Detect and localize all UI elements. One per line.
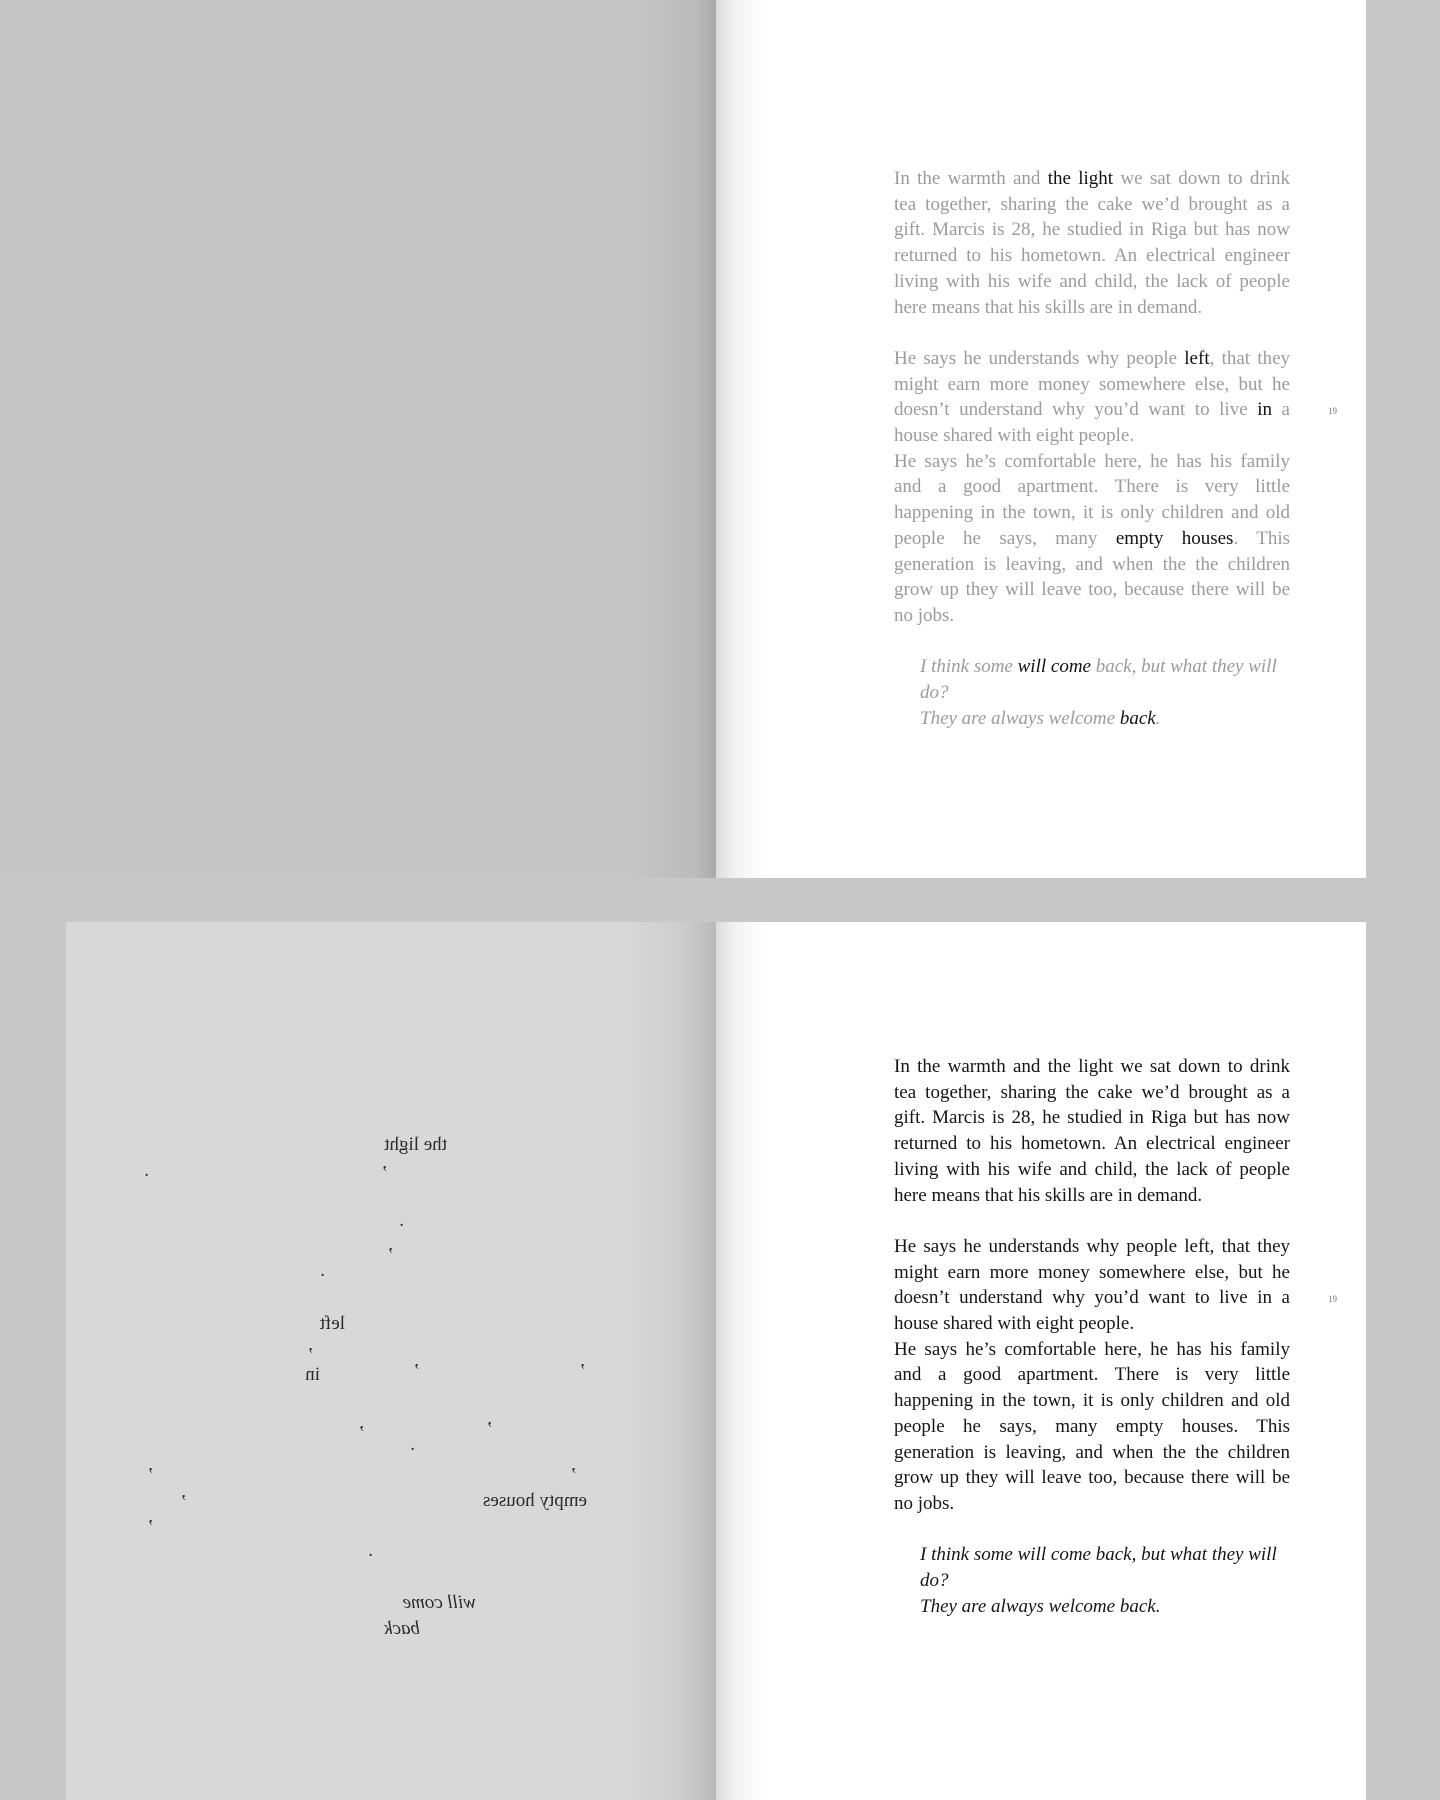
paragraph-2 (894, 1234, 1290, 1337)
page-number: 19 (1328, 406, 1337, 416)
mirror-period: . (399, 1210, 404, 1231)
highlight-back: back (1119, 707, 1156, 729)
text-run: empty houses (1115, 1415, 1234, 1437)
page-number: 19 (1328, 1294, 1337, 1304)
mirror-left: left (319, 1313, 345, 1334)
text-run: He says he understands why people (894, 1235, 1185, 1257)
mirror-comma: , (414, 1350, 419, 1371)
text-run: . (1155, 1595, 1161, 1617)
text-run: . (1155, 707, 1161, 729)
mirror-comma: , (580, 1350, 585, 1371)
text-run: I think some (920, 656, 1018, 678)
text-run: . This generation is leaving, and when the the children grow up they will leave too, because there will be no jobs. (894, 527, 1291, 626)
quote (894, 1542, 1290, 1619)
highlight-left: left (1184, 347, 1210, 369)
text-run: a house shared with eight people. (894, 399, 1290, 447)
text-run: will come (1017, 1544, 1091, 1566)
mirrored-fragments (66, 922, 716, 1800)
highlight-empty-houses: empty houses (1115, 527, 1234, 549)
mirror-comma: , (388, 1234, 393, 1255)
mirror-comma: , (487, 1408, 492, 1429)
text-run: . This generation is leaving, and when the the children grow up they will leave too, because there will be no jobs. (894, 1415, 1291, 1514)
mirror-period: . (320, 1260, 325, 1281)
mirror-in: in (305, 1364, 320, 1385)
mirror-comma: , (148, 1506, 153, 1527)
text-run: the light (1047, 1056, 1114, 1077)
text-run: , that they might earn more money somewhere else, but he doesn’t understand why you’d want to live (894, 347, 1291, 421)
text-run: They are always welcome (920, 707, 1120, 729)
mirror-comma: , (571, 1454, 576, 1475)
mirror-the-light: the light (384, 1134, 447, 1155)
text-run: back (1119, 1595, 1156, 1617)
bottom-right-page (716, 922, 1366, 1800)
text-run: , that they might earn more money somewhere else, but he doesn’t understand why you’d want to live (894, 1235, 1291, 1309)
text-run: In the warmth and (894, 168, 1048, 189)
highlight-will-come: will come (1017, 656, 1091, 678)
paragraph-1 (894, 1054, 1290, 1208)
text-run: we sat down to drink tea together, sharing the cake we’d brought as a gift. Marcis is 28, he studied in Riga but has now returned to his hometown. An electrical engineer living with his wife and child, the lack of people here means that his skills are in demand. (894, 168, 1290, 318)
text-run: In the warmth and (894, 1056, 1048, 1077)
highlight-the-light: the light (1047, 168, 1114, 189)
mirror-comma: , (148, 1454, 153, 1475)
paragraph-3 (894, 1337, 1290, 1517)
mirror-comma: , (181, 1481, 186, 1502)
text-run: He says he’s comfortable here, he has his family and a good apartment. There is very little happening in the town, it is only children and old people he says, many (894, 1338, 1290, 1437)
bottom-left-page (66, 922, 716, 1800)
mirror-period: . (410, 1434, 415, 1455)
text-run: He says he understands why people (894, 347, 1185, 369)
highlight-in: in (1257, 399, 1272, 421)
mirror-comma: , (382, 1152, 387, 1173)
text-run: we sat down to drink tea together, sharing the cake we’d brought as a gift. Marcis is 28, he studied in Riga but has now returned to his hometown. An electrical engineer living with his wife and child, the lack of people here means that his skills are in demand. (894, 1056, 1290, 1206)
text-run: I think some (920, 1544, 1018, 1566)
mirror-period: . (368, 1540, 373, 1561)
text-run: back, but what they will do? (920, 1544, 1277, 1592)
mirror-comma: , (308, 1334, 313, 1355)
body-text (894, 1054, 1290, 1619)
text-run: in (1257, 1287, 1272, 1309)
text-run: They are always welcome (920, 1595, 1120, 1617)
text-run: He says he’s comfortable here, he has his family and a good apartment. There is very little happening in the town, it is only children and old people he says, many (894, 450, 1290, 549)
mirror-empty-houses: empty houses (483, 1490, 587, 1511)
text-run: back, but what they will do? (920, 656, 1277, 704)
mirror-back: back (384, 1618, 420, 1639)
text-run: left (1184, 1235, 1210, 1257)
mirror-period: . (144, 1160, 149, 1181)
mirror-comma: , (359, 1412, 364, 1433)
text-run: a house shared with eight people. (894, 1287, 1290, 1335)
mirror-will-come: will come (402, 1592, 476, 1613)
